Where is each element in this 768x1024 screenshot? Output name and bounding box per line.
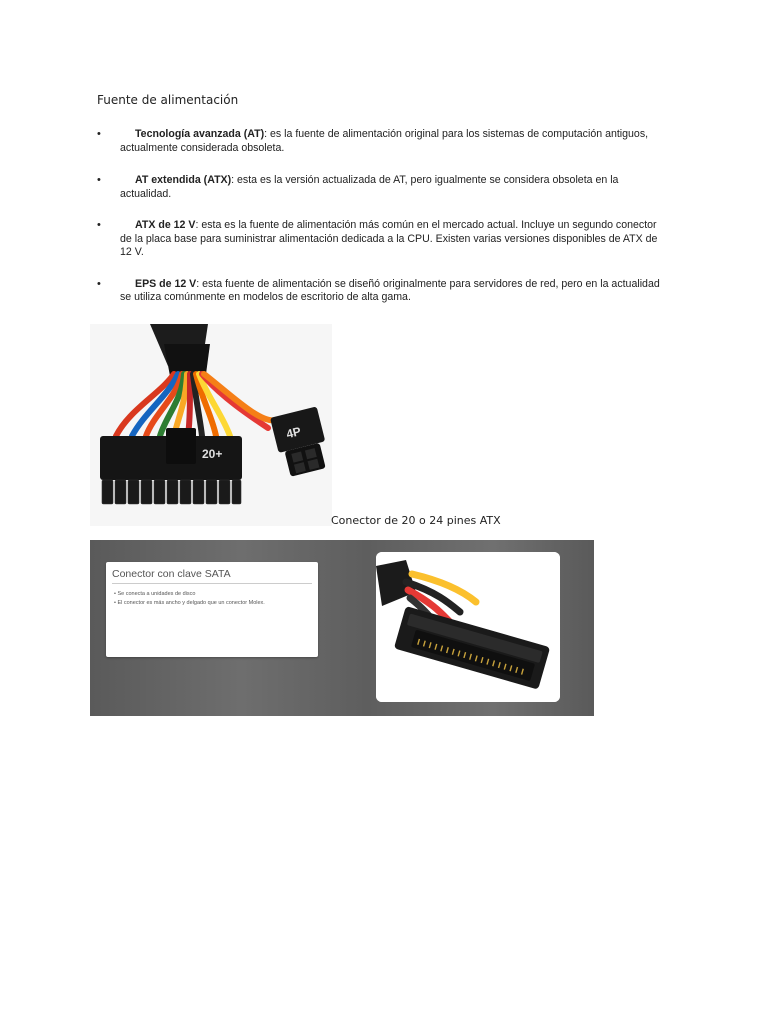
bullet-term: ATX de 12 V <box>135 219 196 231</box>
sata-card-title: Conector con clave SATA <box>112 568 312 584</box>
bullet-dot: • <box>97 128 101 140</box>
bullet-text: : esta fuente de alimentación se diseñó originalmente para servidores de red, pero en la actualidad se utiliza comúnmente en modelos de escritorio de alta gama. <box>120 277 660 303</box>
list-item <box>96 128 666 155</box>
sata-connector-photo <box>376 552 560 702</box>
bullet-dot: • <box>97 277 101 290</box>
sata-connector-illustration <box>376 552 560 702</box>
bullet-text: : esta es la versión actualizada de AT, pero igualmente se considera obsoleta en la actualidad. <box>120 174 619 200</box>
sata-card-item: • Se conecta a unidades de disco <box>114 591 196 597</box>
bullet-term: AT extendida (ATX) <box>135 174 232 186</box>
connector-label-aux: 4P <box>284 424 303 442</box>
bullet-list <box>96 128 666 305</box>
sata-card-item: • El conector es más ancho y delgado que un conector Molex. <box>114 600 265 606</box>
bullet-dot: • <box>97 219 101 231</box>
sata-connector-slide <box>90 540 594 716</box>
list-item <box>96 219 666 260</box>
atx-connector-photo <box>90 324 332 526</box>
sata-info-card <box>106 562 318 657</box>
bullet-term: EPS de 12 V <box>135 277 197 290</box>
bullet-term: Tecnología avanzada (AT) <box>135 128 265 140</box>
section-heading: Fuente de alimentación <box>97 93 239 107</box>
bullet-dot: • <box>97 174 101 186</box>
list-item <box>96 174 666 201</box>
atx-connector-illustration <box>90 324 332 526</box>
connector-label-main: 20+ <box>202 447 223 461</box>
bullet-text: : es la fuente de alimentación original para los sistemas de computación antiguos, actualmente considerada obsoleta. <box>120 128 649 154</box>
bullet-text: : esta es la fuente de alimentación más común en el mercado actual. Incluye un segundo conector de la placa base para suministrar alimentación dedicada a la CPU. Existen varias versiones disponibles de ATX de 12 V. <box>120 219 658 258</box>
figure-caption: Conector de 20 o 24 pines ATX <box>331 514 501 527</box>
list-item <box>96 278 666 305</box>
